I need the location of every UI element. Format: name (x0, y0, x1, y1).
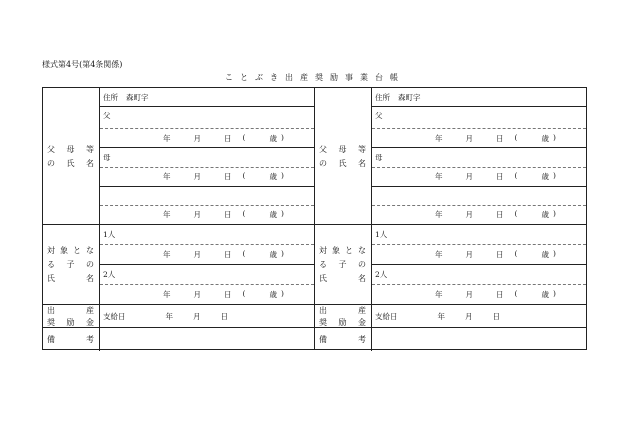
month-label: 月 (465, 133, 473, 143)
birth-date-line (103, 133, 314, 144)
month-label: 月 (465, 210, 473, 220)
month-label: 月 (465, 290, 473, 299)
form-number: 様式第4号(第4条関係) (42, 60, 123, 69)
birth-date-line (103, 171, 314, 182)
label-char: 考 (358, 335, 366, 344)
label-char: 出 (319, 305, 327, 315)
father-birth-field[interactable] (372, 129, 586, 148)
paren-close: ) (280, 209, 284, 219)
label-char: な (86, 246, 94, 255)
age-label: 歳 (269, 210, 277, 220)
day-label: 日 (496, 290, 504, 299)
age-label: 歳 (269, 133, 277, 143)
ledger-left (42, 87, 314, 350)
paren-open: ( (242, 209, 246, 219)
label-char: 等 (86, 144, 94, 154)
label-char: 備 (319, 335, 327, 344)
parents-cells (372, 88, 586, 225)
paren-open: ( (242, 171, 246, 181)
label-char: 氏 (66, 158, 75, 168)
address-value: 森町字 (398, 92, 421, 102)
year-label: 年 (163, 210, 171, 220)
label-char: 名 (358, 158, 366, 168)
child2-label: 2人 (103, 270, 116, 279)
year-label: 年 (163, 172, 171, 182)
child1-birth-field[interactable] (100, 245, 314, 265)
child1-label: 1人 (375, 230, 388, 239)
year-label: 年 (435, 172, 443, 182)
child1-label: 1人 (103, 230, 116, 239)
mother-name-field[interactable] (100, 148, 314, 167)
day-label: 日 (224, 290, 232, 299)
label-char: 産 (86, 305, 94, 315)
year-label: 年 (163, 133, 171, 143)
age-label: 歳 (269, 290, 277, 299)
label-char: 奨 (47, 317, 55, 327)
birth-date-line (103, 249, 314, 260)
child1-name-field[interactable] (100, 225, 314, 245)
paren-open: ( (514, 132, 518, 142)
ledger-table (42, 87, 587, 350)
label-char: の (319, 158, 327, 168)
guardian-birth-field[interactable] (372, 206, 586, 224)
child1-name-field[interactable] (372, 225, 586, 245)
birth-date-line (103, 289, 314, 300)
label-char: 奨 (319, 317, 327, 327)
age-label: 歳 (541, 250, 549, 259)
paren-close: ) (280, 171, 284, 181)
label-char: 励 (338, 317, 347, 327)
children-cells (372, 225, 586, 305)
label-char: 名 (86, 274, 94, 283)
label-char: 対 (319, 246, 327, 255)
mother-birth-field[interactable] (372, 168, 586, 187)
month-label: 月 (193, 311, 201, 321)
paren-open: ( (514, 289, 518, 298)
month-label: 月 (193, 133, 201, 143)
parents-label (43, 88, 100, 225)
year-label: 年 (435, 290, 443, 299)
birth-date-line (375, 249, 586, 260)
label-char: 産 (358, 305, 366, 315)
label-char: 等 (358, 144, 366, 154)
day-label: 日 (224, 172, 232, 182)
address-field[interactable] (100, 88, 314, 107)
mother-label: 母 (375, 152, 383, 162)
child2-name-field[interactable] (100, 265, 314, 285)
label-char: 名 (358, 274, 366, 283)
day-label: 日 (224, 250, 232, 259)
paren-open: ( (514, 171, 518, 181)
day-label: 日 (224, 133, 232, 143)
label-char: 氏 (47, 274, 55, 283)
paren-close: ) (552, 289, 556, 298)
paren-close: ) (552, 249, 556, 258)
children-label (43, 225, 100, 305)
day-label: 日 (224, 210, 232, 220)
child2-name-field[interactable] (372, 265, 586, 285)
day-label: 日 (496, 172, 504, 182)
label-char: 氏 (319, 274, 327, 283)
label-char: 考 (86, 335, 94, 344)
paren-close: ) (280, 249, 284, 258)
payment-date-label: 支給日 (375, 311, 398, 321)
label-char: の (358, 260, 366, 269)
father-name-field[interactable] (372, 107, 586, 129)
paren-close: ) (280, 289, 284, 298)
age-label: 歳 (269, 250, 277, 259)
mother-birth-field[interactable] (100, 168, 314, 187)
month-label: 月 (465, 172, 473, 182)
day-label: 日 (496, 210, 504, 220)
age-label: 歳 (541, 133, 549, 143)
father-name-field[interactable] (100, 107, 314, 129)
paren-close: ) (552, 132, 556, 142)
label-char: と (345, 246, 353, 255)
child1-birth-field[interactable] (372, 245, 586, 265)
label-char: る (319, 260, 327, 269)
father-label: 父 (103, 111, 111, 121)
label-char: 象 (332, 246, 340, 255)
child2-birth-field[interactable] (100, 285, 314, 304)
month-label: 月 (193, 172, 201, 182)
year-label: 年 (163, 250, 171, 259)
year-label: 年 (165, 311, 173, 321)
guardian-birth-field[interactable] (100, 206, 314, 224)
label-char: 備 (47, 335, 55, 344)
month-label: 月 (465, 311, 473, 321)
day-label: 日 (492, 311, 500, 321)
label-char: の (86, 260, 94, 269)
label-char: 対 (47, 246, 55, 255)
year-label: 年 (163, 290, 171, 299)
father-birth-field[interactable] (100, 129, 314, 148)
label-char: 父 (47, 144, 55, 154)
paren-open: ( (242, 289, 246, 298)
label-char: る (47, 260, 55, 269)
label-char: な (358, 246, 366, 255)
guardian-name-field[interactable] (372, 187, 586, 206)
label-char: の (47, 158, 55, 168)
month-label: 月 (465, 250, 473, 259)
bonus-label (315, 305, 372, 328)
address-value: 森町字 (126, 92, 149, 102)
label-char: 金 (358, 317, 366, 327)
address-label: 住所 (375, 92, 390, 102)
guardian-name-field[interactable] (100, 187, 314, 206)
address-field[interactable] (372, 88, 586, 107)
mother-label: 母 (103, 152, 111, 162)
label-char: 氏 (338, 158, 347, 168)
payment-date-label: 支給日 (103, 311, 126, 321)
payment-date-field[interactable] (100, 305, 314, 328)
birth-date-line (103, 209, 314, 220)
label-char: 父 (319, 144, 327, 154)
paren-open: ( (242, 132, 246, 142)
month-label: 月 (193, 250, 201, 259)
label-char: 子 (338, 260, 347, 269)
child2-birth-field[interactable] (372, 285, 586, 304)
paren-open: ( (514, 209, 518, 219)
child2-label: 2人 (375, 270, 388, 279)
label-char: 出 (47, 305, 55, 315)
label-char: 金 (86, 317, 94, 327)
year-label: 年 (435, 210, 443, 220)
paren-open: ( (242, 249, 246, 258)
month-label: 月 (193, 290, 201, 299)
payment-date-field[interactable] (372, 305, 586, 328)
birth-date-line (375, 289, 586, 300)
day-label: 日 (496, 133, 504, 143)
label-char: 母 (338, 144, 347, 154)
label-char: 象 (60, 246, 68, 255)
mother-name-field[interactable] (372, 148, 586, 167)
children-label (315, 225, 372, 305)
parents-cells (100, 88, 314, 225)
address-label: 住所 (103, 92, 118, 102)
paren-close: ) (552, 209, 556, 219)
age-label: 歳 (541, 290, 549, 299)
label-char: 名 (86, 158, 94, 168)
label-char: 子 (66, 260, 75, 269)
birth-date-line (375, 209, 586, 220)
father-label: 父 (375, 111, 383, 121)
remarks-field[interactable] (372, 328, 586, 351)
age-label: 歳 (541, 210, 549, 220)
remarks-field[interactable] (100, 328, 314, 351)
year-label: 年 (435, 133, 443, 143)
label-char: と (73, 246, 81, 255)
parents-label (315, 88, 372, 225)
day-label: 日 (220, 311, 228, 321)
month-label: 月 (193, 210, 201, 220)
year-label: 年 (435, 250, 443, 259)
children-cells (100, 225, 314, 305)
paren-close: ) (280, 132, 284, 142)
ledger-right (314, 87, 587, 350)
year-label: 年 (437, 311, 445, 321)
age-label: 歳 (269, 172, 277, 182)
birth-date-line (375, 171, 586, 182)
label-char: 母 (66, 144, 75, 154)
day-label: 日 (496, 250, 504, 259)
paren-open: ( (514, 249, 518, 258)
birth-date-line (375, 133, 586, 144)
age-label: 歳 (541, 172, 549, 182)
ledger-title: ことぶき出産奨励事業台帳 (225, 73, 405, 82)
remarks-label (43, 328, 100, 351)
paren-close: ) (552, 171, 556, 181)
bonus-label (43, 305, 100, 328)
label-char: 励 (66, 317, 75, 327)
remarks-label (315, 328, 372, 351)
